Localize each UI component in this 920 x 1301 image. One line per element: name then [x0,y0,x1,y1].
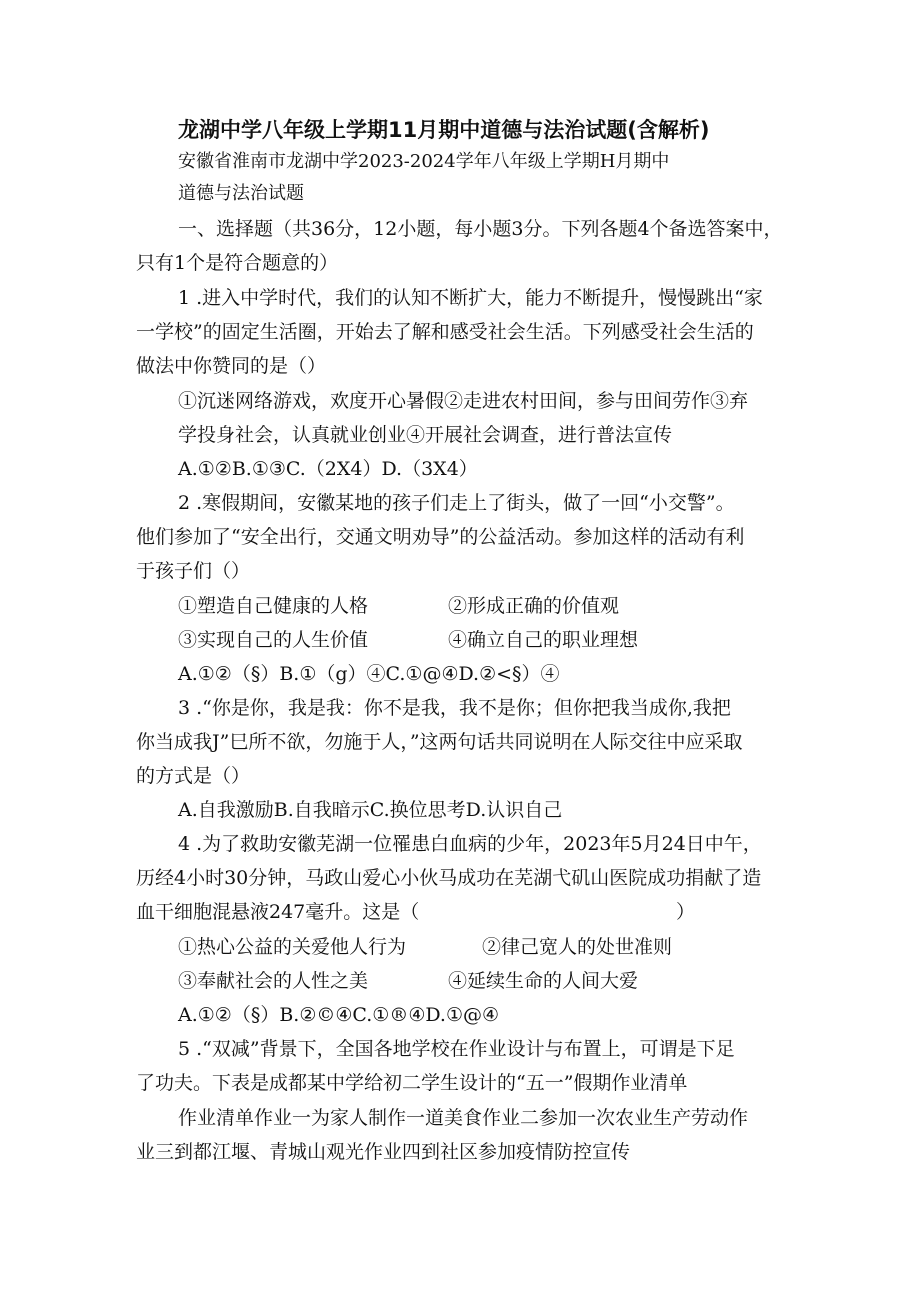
q5-table-line2: 业三到都江堰、青城山观光作业四到社区参加疫情防控宣传 [136,1141,631,1163]
q2-stem-line1: 2 .寒假期间，安徽某地的孩子们走上了街头，做了一回“小交警”。 [178,492,735,514]
q4-answers: A.①②（§）B.②©④C.①®④D.①@④ [178,1004,500,1026]
q5-stem-line1: 5 .“双减”背景下，全国各地学校在作业设计与布置上，可谓是下足 [178,1038,735,1060]
q4-option-3: ③奉献社会的人性之美 [178,970,369,992]
q1-stem-line3: 做法中你赞同的是（） [136,355,327,377]
q2-option-4: ④确立自己的职业理想 [448,629,639,651]
q3-stem-line3: 的方式是（） [136,765,251,787]
q5-table-line1: 作业清单作业一为家人制作一道美食作业二参加一次农业生产劳动作 [178,1107,749,1129]
q4-stem-line3: 血干细胞混悬液247毫升。这是（ [136,901,420,923]
section-heading-line1: 一、选择题（共36分，12小题，每小题3分。下列各题4个备选答案中， [178,218,783,240]
q1-options-line1: ①沉迷网络游戏，欢度开心暑假②走进农村田间，参与田间劳作③弃 [178,390,749,412]
document-subtitle-line2: 道德与法治试题 [178,183,304,204]
q5-stem-line2: 了功夫。下表是成都某中学给初二学生设计的“五一”假期作业清单 [136,1072,688,1094]
q2-option-3: ③实现自己的人生价值 [178,629,369,651]
document-title: 龙湖中学八年级上学期11月期中道德与法治试题(含解析) [178,118,710,142]
q2-option-1: ①塑造自己健康的人格 [178,595,369,617]
q4-stem-line1: 4 .为了救助安徽芜湖一位罹患白血病的少年，2023年5月24日中午， [178,833,762,855]
q1-options-line2: 学投身社会，认真就业创业④开展社会调查，进行普法宣传 [178,424,673,446]
q4-option-2: ②律己宽人的处世准则 [482,936,673,958]
q4-stem-line2: 历经4小时30分钟，马政山爱心小伙马成功在芜湖弋矶山医院成功捐献了造 [136,867,762,889]
q3-stem-line2: 你当成我J”巳所不欲，勿施于人，”这两句话共同说明在人际交往中应采取 [136,731,743,753]
q3-answers: A.自我激励B.自我暗示C.换位思考D.认识自己 [178,799,563,821]
q4-stem-line3-close-paren: ） [676,901,696,923]
q4-option-4: ④延续生命的人间大爱 [448,970,639,992]
q2-stem-line2: 他们参加了“安全出行，交通文明劝导”的公益活动。参加这样的活动有利 [136,526,745,548]
q4-option-1: ①热心公益的关爱他人行为 [178,936,407,958]
q3-stem-line1: 3 .“你是你，我是我：你不是我，我不是你；但你把我当成你,我把 [178,697,731,719]
q1-stem-line1: 1 .进入中学时代，我们的认知不断扩大，能力不断提升，慢慢跳出“家 [178,287,763,309]
q2-option-2: ②形成正确的价值观 [448,595,620,617]
q2-answers: A.①②（§）B.①（g）④C.①@④D.②<§）④ [178,663,560,685]
q1-stem-line2: 一学校”的固定生活圈，开始去了解和感受社会生活。下列感受社会生活的 [136,321,754,343]
document-subtitle-line1: 安徽省淮南市龙湖中学2023-2024学年八年级上学期H月期中 [178,151,670,172]
section-heading-line2: 只有1个是符合题意的） [136,252,339,274]
q1-answers: A.①②B.①③C.（2X4）D.（3X4） [178,458,478,480]
q2-stem-line3: 于孩子们（） [136,560,251,582]
